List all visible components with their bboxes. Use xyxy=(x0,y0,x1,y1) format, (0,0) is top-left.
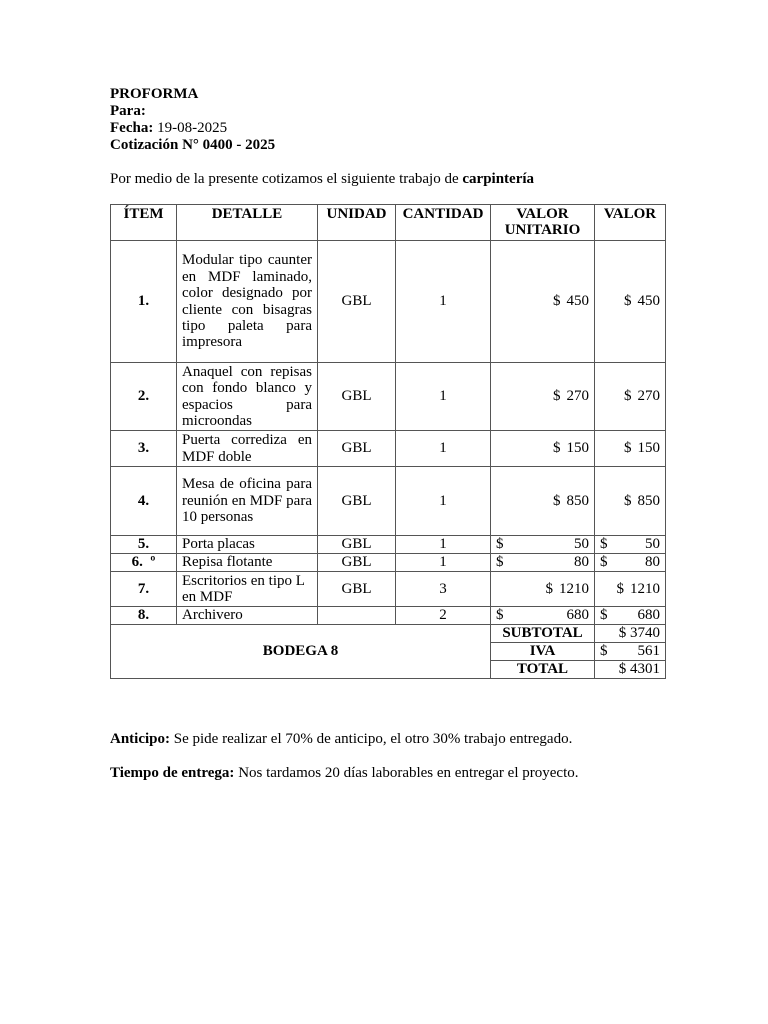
row-valor-unitario xyxy=(491,363,595,431)
row-detalle: Porta placas xyxy=(177,536,318,554)
row-cantidad: 2 xyxy=(396,607,491,625)
row-item: 4. xyxy=(111,467,177,536)
unit-amount: 680 xyxy=(566,607,589,624)
total-amount: 80 xyxy=(645,554,660,571)
unit-amount: 80 xyxy=(574,554,589,571)
para-label: Para: xyxy=(110,103,146,119)
anticipo-paragraph xyxy=(110,731,572,748)
unit-amount: 1210 xyxy=(559,580,589,597)
currency-symbol: $ xyxy=(545,580,553,597)
table-row xyxy=(111,363,666,431)
unit-amount: 450 xyxy=(566,293,589,310)
total-amount: 50 xyxy=(645,536,660,553)
row-detalle: Escritorios en tipo L en MDF xyxy=(177,572,318,607)
row-valor xyxy=(595,363,666,431)
total-amount: 850 xyxy=(637,492,660,509)
currency-symbol: $ xyxy=(600,607,608,624)
subtotal-value: $ 3740 xyxy=(595,625,666,643)
row-cantidad: 1 xyxy=(396,536,491,554)
row-valor-unitario xyxy=(491,536,595,554)
table-row xyxy=(111,572,666,607)
row-cantidad: 1 xyxy=(396,467,491,536)
unit-amount: 850 xyxy=(566,492,589,509)
currency-symbol: $ xyxy=(624,440,632,457)
total-amount: 270 xyxy=(637,388,660,405)
table-row xyxy=(111,431,666,467)
row-unidad: GBL xyxy=(318,241,396,363)
row-valor xyxy=(595,241,666,363)
quote-table xyxy=(110,204,666,679)
total-label: TOTAL xyxy=(491,661,595,679)
unit-amount: 150 xyxy=(566,440,589,457)
currency-symbol: $ xyxy=(616,580,624,597)
row-item: 2. xyxy=(111,363,177,431)
unit-amount: 270 xyxy=(566,388,589,405)
table-row xyxy=(111,536,666,554)
anticipo-label: Anticipo: xyxy=(110,731,170,747)
row-unidad xyxy=(318,607,396,625)
row-valor-unitario xyxy=(491,431,595,467)
row-valor xyxy=(595,554,666,572)
currency-symbol: $ xyxy=(624,293,632,310)
row-item: 8. xyxy=(111,607,177,625)
iva-label: IVA xyxy=(491,643,595,661)
row-valor xyxy=(595,536,666,554)
row-detalle: Repisa flotante xyxy=(177,554,318,572)
header-detalle: DETALLE xyxy=(177,205,318,241)
row-cantidad: 1 xyxy=(396,363,491,431)
row-cantidad: 1 xyxy=(396,241,491,363)
row-unidad: GBL xyxy=(318,467,396,536)
anticipo-text: Se pide realizar el 70% de anticipo, el otro 30% trabajo entregado. xyxy=(173,731,573,747)
row-unidad: GBL xyxy=(318,363,396,431)
row-detalle: Mesa de oficina para reunión en MDF para 10 personas xyxy=(177,467,318,536)
currency-symbol: $ xyxy=(553,440,561,457)
currency-symbol: $ xyxy=(624,492,632,509)
row-valor xyxy=(595,467,666,536)
row-valor-unitario xyxy=(491,241,595,363)
summary-row-subtotal xyxy=(111,625,666,643)
subtotal-label: SUBTOTAL xyxy=(491,625,595,643)
row-item: 3. xyxy=(111,431,177,467)
row-valor xyxy=(595,572,666,607)
fecha-value: 19-08-2025 xyxy=(157,120,228,136)
intro-text: Por medio de la presente cotizamos el siguiente trabajo de xyxy=(110,171,459,187)
table-row xyxy=(111,467,666,536)
cotizacion-number: Cotización N° 0400 - 2025 xyxy=(110,137,276,153)
currency-symbol: $ xyxy=(496,536,504,553)
header-cantidad: CANTIDAD xyxy=(396,205,491,241)
row-unidad: GBL xyxy=(318,536,396,554)
total-amount: 150 xyxy=(637,440,660,457)
row-valor-unitario xyxy=(491,554,595,572)
iva-amount: 561 xyxy=(637,643,660,660)
row-valor-unitario xyxy=(491,467,595,536)
table-row xyxy=(111,241,666,363)
currency-symbol: $ xyxy=(553,388,561,405)
total-amount: 680 xyxy=(637,607,660,624)
row-cantidad: 1 xyxy=(396,554,491,572)
total-value: $ 4301 xyxy=(595,661,666,679)
row-detalle: Modular tipo caunter en MDF laminado, color designado por cliente con bisagras tipo paleta para impresora xyxy=(177,241,318,363)
row-detalle: Puerta corrediza en MDF doble xyxy=(177,431,318,467)
row-unidad: GBL xyxy=(318,431,396,467)
header-item: ÍTEM xyxy=(111,205,177,241)
total-amount: 1210 xyxy=(630,580,660,597)
table-row xyxy=(111,607,666,625)
unit-amount: 50 xyxy=(574,536,589,553)
row-item: 6. º xyxy=(111,554,177,572)
total-amount: 450 xyxy=(637,293,660,310)
row-detalle: Archivero xyxy=(177,607,318,625)
row-valor-unitario xyxy=(491,607,595,625)
header-unidad: UNIDAD xyxy=(318,205,396,241)
entrega-text: Nos tardamos 20 días laborables en entregar el proyecto. xyxy=(238,765,579,781)
currency-symbol: $ xyxy=(496,607,504,624)
row-valor-unitario xyxy=(491,572,595,607)
intro-paragraph xyxy=(110,171,534,188)
currency-symbol: $ xyxy=(496,554,504,571)
row-item: 5. xyxy=(111,536,177,554)
row-valor xyxy=(595,431,666,467)
fecha-label: Fecha: xyxy=(110,120,154,136)
bodega-label: BODEGA 8 xyxy=(111,625,491,679)
row-item: 7. xyxy=(111,572,177,607)
row-unidad: GBL xyxy=(318,554,396,572)
row-item: 1. xyxy=(111,241,177,363)
row-unidad: GBL xyxy=(318,572,396,607)
row-detalle: Anaquel con repisas con fondo blanco y espacios para microondas xyxy=(177,363,318,431)
entrega-label: Tiempo de entrega: xyxy=(110,765,235,781)
header-valor: VALOR xyxy=(595,205,666,241)
currency-symbol: $ xyxy=(553,293,561,310)
row-cantidad: 3 xyxy=(396,572,491,607)
currency-symbol: $ xyxy=(600,643,608,660)
currency-symbol: $ xyxy=(624,388,632,405)
row-valor xyxy=(595,607,666,625)
table-header-row xyxy=(111,205,666,241)
row-cantidad: 1 xyxy=(396,431,491,467)
entrega-paragraph xyxy=(110,765,579,782)
currency-symbol: $ xyxy=(600,554,608,571)
document-header xyxy=(110,86,275,154)
header-valor-unitario: VALOR UNITARIO xyxy=(491,205,595,241)
intro-bold: carpintería xyxy=(462,171,535,187)
currency-symbol: $ xyxy=(553,492,561,509)
iva-value xyxy=(595,643,666,661)
document-title: PROFORMA xyxy=(110,86,199,102)
table-row xyxy=(111,554,666,572)
currency-symbol: $ xyxy=(600,536,608,553)
